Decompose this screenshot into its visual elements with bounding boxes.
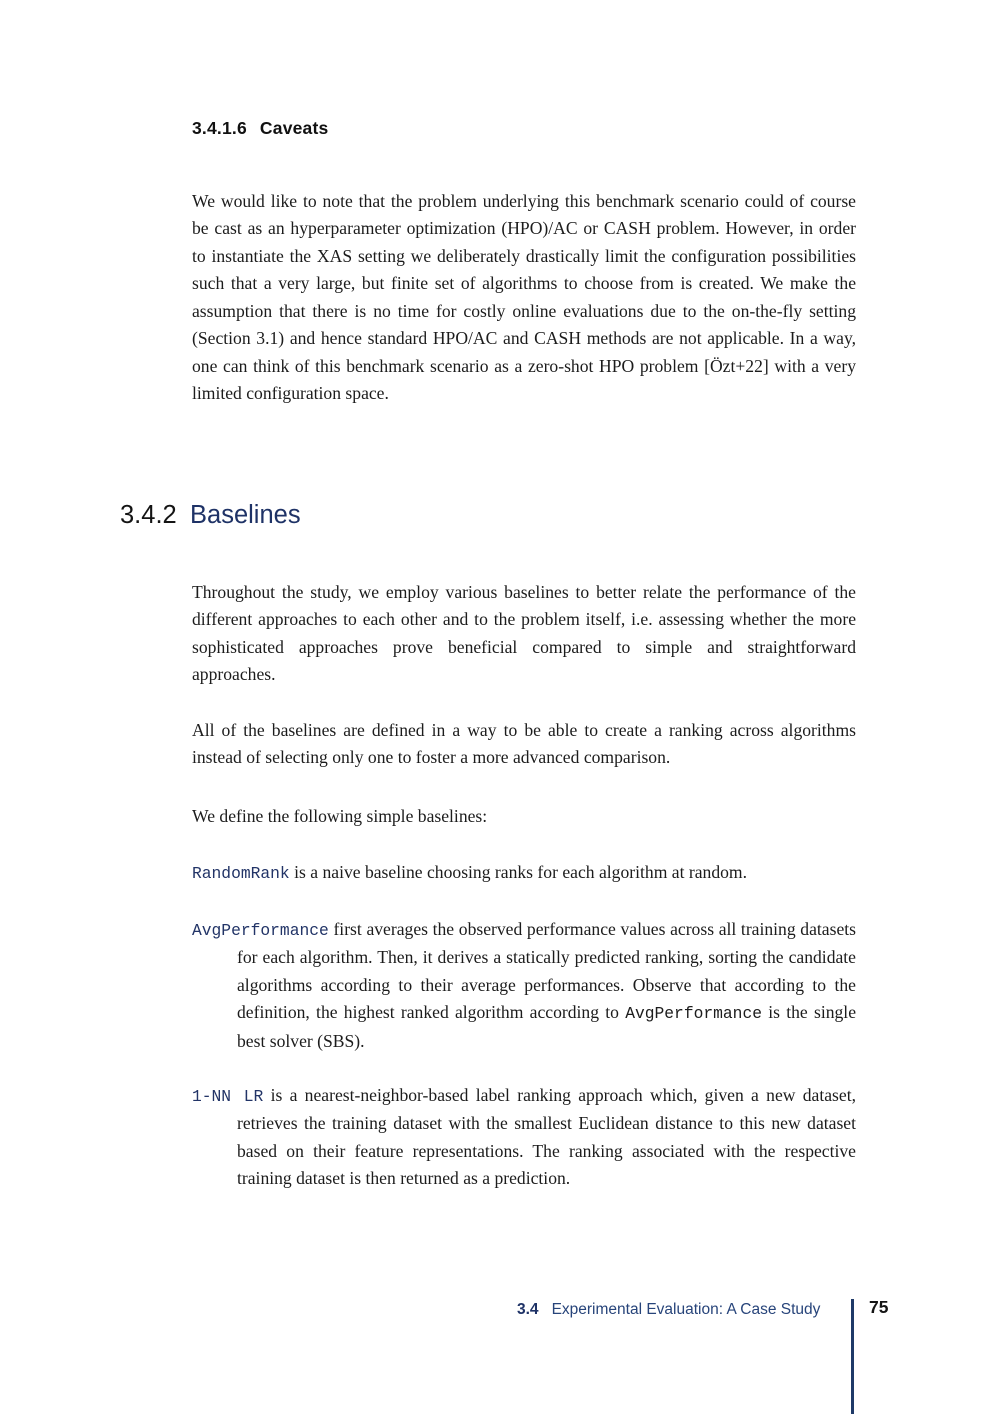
- page-number: 75: [869, 1297, 889, 1317]
- footer-divider-bar: [851, 1299, 854, 1414]
- baselines-definition-paragraph: All of the baselines are defined in a way to be able to create a ranking across algorithms instead of selecting only one to foster a more advanced comparison.: [192, 720, 856, 768]
- baseline-term: 1-NN LR: [192, 1087, 264, 1106]
- baseline-text: is a nearest-neighbor-based label ranking approach which, given a new dataset, retrieves the training dataset with the smallest Euclidean distance to this new dataset based on their feature representations. The ranking associated with the respective training dataset is then returned as a prediction.: [237, 1085, 856, 1189]
- baseline-item-avgperformance: [192, 916, 856, 1055]
- baselines-intro-paragraph: Throughout the study, we employ various baselines to better relate the performance of the different approaches to each other and to the problem itself, i.e. assessing whether the more sophisticated approaches prove beneficial compared to simple and straightforward approaches.: [192, 582, 856, 685]
- caveats-paragraph: We would like to note that the problem underlying this benchmark scenario could of course be cast as an hyperparameter optimization (HPO)/AC or CASH problem. However, in order to instantiate the XAS setting we deliberately drastically limit the configuration possibilities such that a very large, but finite set of algorithms to choose from is created. We make the assumption that there is no time for costly online evaluations due to the on-the-fly setting (Section 3.1) and hence standard HPO/AC and CASH methods are not applicable. In a way, one can think of this benchmark scenario as a zero-shot HPO problem [Özt+22] with a very limited configuration space.: [192, 191, 856, 404]
- subsection-heading: [120, 499, 301, 531]
- baseline-term: AvgPerformance: [192, 921, 329, 940]
- baseline-text: first averages the observed performance values across all training datasets for each algorithm. Then, it derives a statically predicted ranking, sorting the candidate algorithms according to their average performances. Observe that according to the definition, the highest ranked algorithm according to: [237, 919, 856, 1023]
- subsubsection-heading: [192, 118, 328, 139]
- baseline-inline-code: AvgPerformance: [625, 1004, 762, 1024]
- footer-running-head: [517, 1301, 820, 1319]
- baseline-text: is a naive baseline choosing ranks for each algorithm at random.: [289, 862, 748, 882]
- baseline-text-after: is the single best solver (SBS).: [237, 1002, 857, 1051]
- subsubsection-title: Caveats: [259, 118, 329, 138]
- baseline-term: RandomRank: [192, 864, 290, 883]
- footer-section-title: Experimental Evaluation: A Case Study: [551, 1301, 821, 1318]
- baseline-item-1nn-lr: [192, 1082, 856, 1194]
- baselines-lead-in-paragraph: We define the following simple baselines:: [192, 806, 488, 826]
- baseline-item-randomrank: [192, 859, 856, 887]
- subsection-number: 3.4.2: [120, 501, 177, 529]
- subsubsection-number: 3.4.1.6: [192, 118, 247, 138]
- footer-section-number: 3.4: [517, 1301, 539, 1318]
- subsection-title: Baselines: [190, 501, 301, 529]
